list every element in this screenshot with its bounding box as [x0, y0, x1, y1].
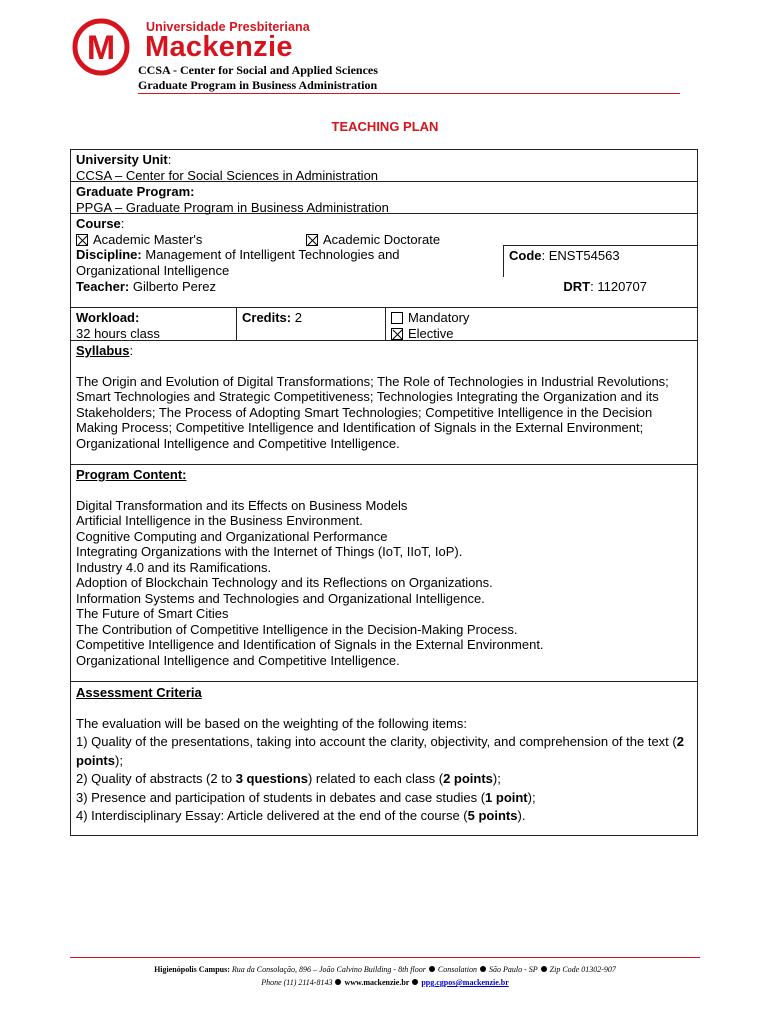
list-item: Cognitive Computing and Organizational Performance — [76, 528, 388, 544]
credits-label: Credits: — [242, 310, 292, 325]
course-option-label: Academic Master's — [93, 231, 203, 247]
program-content-row — [71, 464, 697, 681]
footer-address — [0, 965, 770, 974]
workload-cell — [71, 308, 236, 340]
program-row — [71, 181, 697, 213]
website-link[interactable]: www.mackenzie.br — [344, 978, 410, 987]
bullet-icon — [335, 979, 341, 985]
city: São Paulo - SP — [489, 965, 538, 974]
brand-name: Mackenzie — [145, 31, 293, 63]
assessment-item-2 — [76, 770, 692, 789]
neighborhood: Consolation — [437, 965, 477, 974]
type-option-mandatory[interactable] — [391, 310, 692, 326]
checkbox-checked-icon[interactable] — [391, 328, 403, 340]
assessment-item-4 — [76, 807, 692, 826]
center-name: CCSA - Center for Social and Applied Sciences — [138, 63, 378, 77]
type-option-elective[interactable] — [391, 326, 692, 342]
assessment-text: ); — [492, 771, 501, 786]
assessment-text: ) related to each class ( — [307, 771, 444, 786]
zip-code: Zip Code 01302-907 — [549, 965, 616, 974]
course-row — [71, 213, 697, 245]
phone: Phone (11) 2114-8143 — [261, 978, 333, 987]
list-item: Digital Transformation and its Effects on Business Models — [76, 497, 408, 513]
list-item: Competitive Intelligence and Identification of Signals in the External Environment. — [76, 637, 544, 652]
syllabus-text: The Origin and Evolution of Digital Transformations; The Role of Technologies in Industrial Revolutions; Smart Technologies and Strategic Competitiveness; Technologies Integrating the Organization and its Stakeholders; The Process of Adopting Smart Technologies; Competitive Intelligence in the Decision Making Process; Competitive Intelligence and Identification of Signals in the External Environment; Organizational Intelligence and Competitive Intelligence. — [76, 373, 669, 451]
teacher-row — [71, 277, 697, 307]
drt-label: DRT — [563, 279, 591, 294]
syllabus-row — [71, 340, 697, 464]
list-item: The Contribution of Competitive Intelligence in the Decision-Making Process. — [76, 621, 518, 637]
list-item: Industry 4.0 and its Ramifications. — [76, 559, 272, 575]
assessment-intro: The evaluation will be based on the weighting of the following items: — [76, 715, 467, 731]
unit-row — [71, 150, 697, 181]
bullet-icon — [429, 966, 435, 972]
bullet-icon — [480, 966, 486, 972]
workload-value: 32 hours class — [76, 325, 160, 341]
discipline-label: Discipline: — [76, 247, 142, 262]
list-item: The Future of Smart Cities — [76, 606, 229, 621]
list-item: Information Systems and Technologies and Organizational Intelligence. — [76, 590, 485, 606]
type-option-label: Mandatory — [408, 310, 470, 325]
checkbox-checked-icon[interactable] — [306, 234, 318, 246]
checkbox-unchecked-icon[interactable] — [391, 312, 403, 324]
assessment-text: 1) Quality of the presentations, taking into account the clarity, objectivity, and comprehension of the text ( — [76, 734, 677, 749]
program-value: PPGA – Graduate Program in Business Administration — [76, 199, 389, 215]
assessment-text: 3) Presence and participation of students in debates and case studies ( — [76, 789, 486, 805]
list-item: Adoption of Blockchain Technology and its Reflections on Organizations. — [76, 575, 493, 590]
address: Rua da Consolação, 896 – João Calvino Building - 8th floor — [231, 965, 426, 974]
type-cell — [385, 308, 697, 340]
program-content-list — [76, 498, 692, 669]
assessment-text: ). — [517, 808, 526, 823]
unit-label: University Unit — [76, 152, 168, 167]
teacher-cell — [71, 277, 503, 307]
syllabus-label: Syllabus — [76, 343, 130, 358]
list-item: Organizational Intelligence and Competitive Intelligence. — [76, 652, 400, 668]
code-label: Code — [509, 248, 542, 263]
teacher-label: Teacher: — [76, 279, 130, 294]
assessment-row — [71, 681, 697, 835]
program-name: Graduate Program in Business Administration — [138, 78, 378, 92]
discipline-value-line2: Organizational Intelligence — [76, 262, 230, 278]
assessment-text: 4) Interdisciplinary Essay: Article delivered at the end of the course ( — [76, 808, 468, 823]
course-colon: : — [120, 216, 125, 231]
discipline-row — [71, 245, 697, 277]
credits-value: 2 — [294, 310, 302, 325]
program-content-label: Program Content: — [76, 467, 187, 482]
assessment-label: Assessment Criteria — [76, 685, 202, 700]
assessment-item-3 — [76, 789, 692, 808]
assessment-text: ); — [115, 752, 123, 768]
teaching-plan-table — [70, 149, 698, 836]
discipline-value-line1: Management of Intelligent Technologies and — [145, 247, 400, 262]
list-item: Integrating Organizations with the Internet of Things (IoT, IIoT, IoP). — [76, 544, 463, 559]
checkbox-checked-icon[interactable] — [76, 234, 88, 246]
assessment-points: 2 points — [443, 771, 493, 786]
assessment-points: 5 points — [467, 808, 518, 823]
teacher-value: Gilberto Perez — [132, 279, 216, 294]
code-cell — [503, 245, 697, 277]
syllabus-colon: : — [129, 343, 134, 358]
footer-divider — [70, 957, 700, 958]
email-link[interactable]: ppg.cgpos@mackenzie.br — [421, 978, 509, 987]
assessment-text: 2) Quality of abstracts (2 to — [76, 771, 236, 786]
workload-row — [71, 307, 697, 340]
credits-cell — [236, 308, 385, 340]
bullet-icon — [541, 966, 547, 972]
footer-contact — [0, 978, 770, 987]
workload-label: Workload: — [76, 310, 140, 325]
unit-value: CCSA – Center for Social Sciences in Administration — [76, 167, 379, 183]
campus-label: Higienópolis Campus: — [154, 965, 230, 974]
assessment-item-1 — [76, 733, 692, 770]
page-title: TEACHING PLAN — [331, 119, 439, 134]
logo-letter: M — [86, 29, 116, 67]
type-option-label: Elective — [408, 325, 454, 341]
discipline-cell — [71, 245, 503, 277]
unit-colon: : — [167, 152, 172, 167]
drt-value: : 1120707 — [590, 279, 647, 294]
list-item: Artificial Intelligence in the Business Environment. — [76, 513, 363, 528]
assessment-questions: 3 questions — [235, 771, 308, 786]
code-value: : ENST54563 — [541, 248, 620, 263]
assessment-points: 2 points — [76, 734, 684, 768]
header-divider — [138, 93, 680, 94]
mackenzie-logo-icon — [72, 18, 130, 76]
course-option-label: Academic Doctorate — [323, 231, 441, 247]
bullet-icon — [412, 979, 418, 985]
program-label: Graduate Program: — [76, 184, 195, 199]
assessment-text: ); — [527, 789, 536, 805]
assessment-points: 1 point — [485, 789, 528, 805]
course-label: Course — [76, 216, 121, 231]
drt-cell — [503, 277, 697, 307]
university-name: Universidade Presbiteriana — [146, 20, 310, 34]
